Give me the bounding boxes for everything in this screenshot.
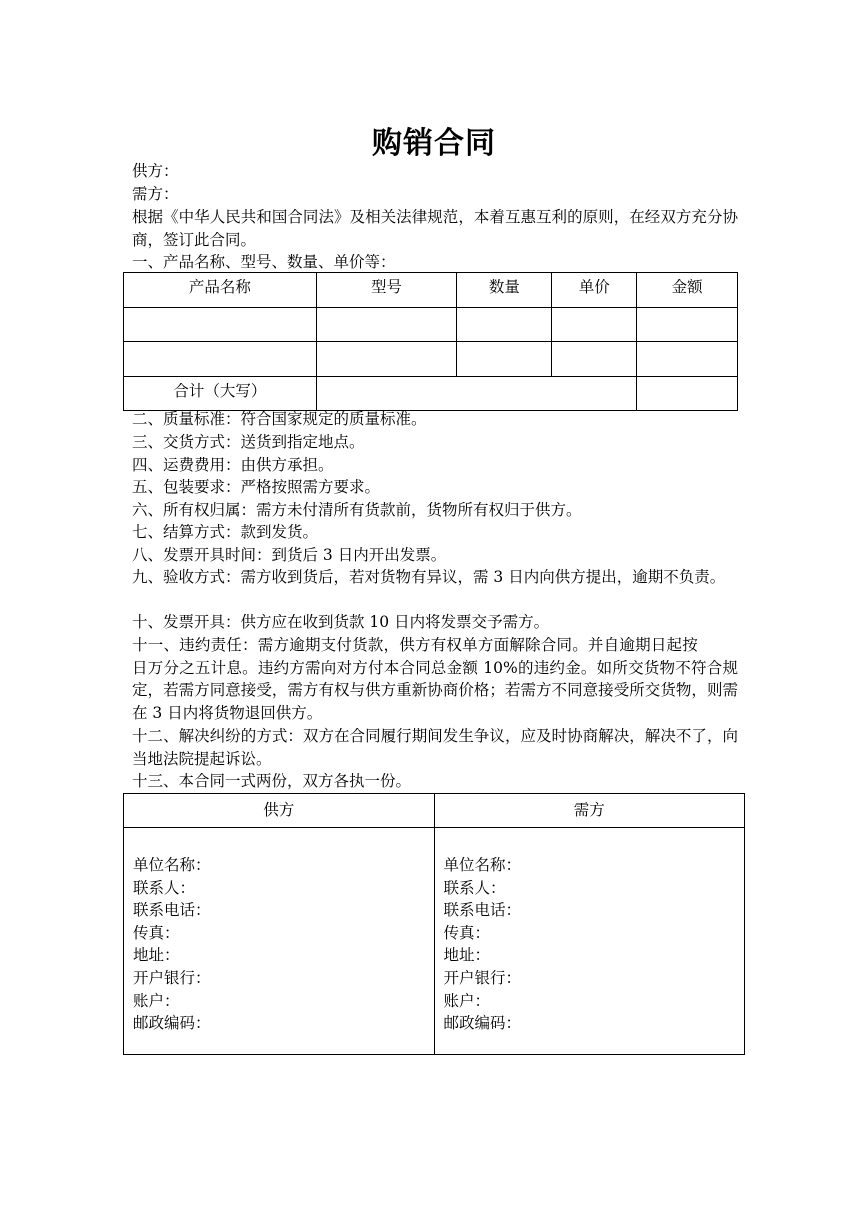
clause-1: 一、产品名称、型号、数量、单价等： xyxy=(132,253,396,271)
supplier-field-company: 单位名称： xyxy=(133,856,211,874)
clause-11 xyxy=(132,634,738,724)
buyer-field-contact: 联系人： xyxy=(443,878,506,897)
supplier-field-account: 账户： xyxy=(133,991,180,1010)
header-product-name: 产品名称 xyxy=(124,273,317,308)
table-cell xyxy=(457,307,552,342)
supplier-line: 供方： xyxy=(132,162,179,180)
table-cell xyxy=(637,342,738,377)
table-cell xyxy=(637,307,738,342)
buyer-field-phone: 联系电话： xyxy=(443,901,522,920)
clause-9: 九、验收方式：需方收到货后，若对货物有异议，需 3 日内向供方提出，逾期不负责。 xyxy=(132,568,726,586)
buyer-field-postcode: 邮政编码： xyxy=(443,1014,522,1033)
header-amount: 金额 xyxy=(637,273,738,308)
header-quantity: 数量 xyxy=(457,273,552,308)
buyer-field-company: 单位名称： xyxy=(443,856,522,874)
buyer-field-bank: 开户银行： xyxy=(443,968,522,987)
buyer-line: 需方： xyxy=(132,185,179,203)
buyer-details xyxy=(434,828,745,1055)
clause-5: 五、包装要求：严格按照需方要求。 xyxy=(132,478,381,496)
header-unit-price: 单价 xyxy=(552,273,637,308)
supplier-details xyxy=(124,828,435,1055)
supplier-field-postcode: 邮政编码： xyxy=(133,1014,211,1033)
supplier-field-contact: 联系人： xyxy=(133,878,196,897)
clause-4: 四、运费费用：由供方承担。 xyxy=(132,456,334,474)
buyer-field-address: 地址： xyxy=(443,946,491,965)
table-cell xyxy=(124,342,317,377)
table-row xyxy=(124,342,738,377)
clause-11-part-b: 日万分之五计息。违约方需向对方付本合同总金额 10%的违约金。如所交货物不符合规定，若需方同意接受，需方有权与供方重新协商价格；若需方不同意接受所交货物，则需在 3 日内将货物退回供方。 xyxy=(132,658,738,722)
table-cell xyxy=(457,342,552,377)
clause-6: 六、所有权归属：需方未付清所有货款前，货物所有权归于供方。 xyxy=(132,501,582,519)
clause-7: 七、结算方式：款到发货。 xyxy=(132,523,319,541)
table-total-row xyxy=(124,376,738,411)
supplier-field-phone: 联系电话： xyxy=(133,901,211,920)
header-model: 型号 xyxy=(316,273,457,308)
clause-10: 十、发票开具：供方应在收到货款 10 日内将发票交予需方。 xyxy=(132,613,550,631)
buyer-field-account: 账户： xyxy=(443,991,491,1010)
signature-table xyxy=(123,793,745,1055)
clause-2: 二、质量标准：符合国家规定的质量标准。 xyxy=(132,410,427,428)
total-amount xyxy=(637,376,738,411)
table-header-row xyxy=(124,273,738,308)
table-cell xyxy=(124,307,317,342)
supplier-field-bank: 开户银行： xyxy=(133,968,211,987)
buyer-header: 需方 xyxy=(434,794,745,828)
table-cell xyxy=(552,307,637,342)
supplier-header: 供方 xyxy=(124,794,435,828)
document-title: 购销合同 xyxy=(372,126,496,161)
supplier-field-fax: 传真： xyxy=(133,923,180,942)
table-cell xyxy=(316,342,457,377)
clause-8: 八、发票开具时间：到货后 3 日内开出发票。 xyxy=(132,546,447,564)
clause-13: 十三、本合同一式两份，双方各执一份。 xyxy=(132,772,412,790)
table-cell xyxy=(316,307,457,342)
intro-paragraph: 根据《中华人民共和国合同法》及相关法律规范，本着互惠互利的原则，在经双方充分协商，签订此合同。 xyxy=(132,208,738,249)
total-label: 合计（大写） xyxy=(124,376,317,411)
product-table xyxy=(123,272,738,411)
clause-3: 三、交货方式：送货到指定地点。 xyxy=(132,433,365,451)
buyer-field-fax: 传真： xyxy=(443,923,491,942)
supplier-field-address: 地址： xyxy=(133,946,180,965)
clause-12: 十二、解决纠纷的方式：双方在合同履行期间发生争议，应及时协商解决，解决不了，向当地法院提起诉讼。 xyxy=(132,727,738,768)
table-cell xyxy=(552,342,637,377)
table-row xyxy=(124,307,738,342)
clause-11-part-a: 十一、违约责任：需方逾期支付货款，供方有权单方面解除合同。并自逾期日起按 xyxy=(132,636,698,654)
total-uppercase-value xyxy=(316,376,636,411)
